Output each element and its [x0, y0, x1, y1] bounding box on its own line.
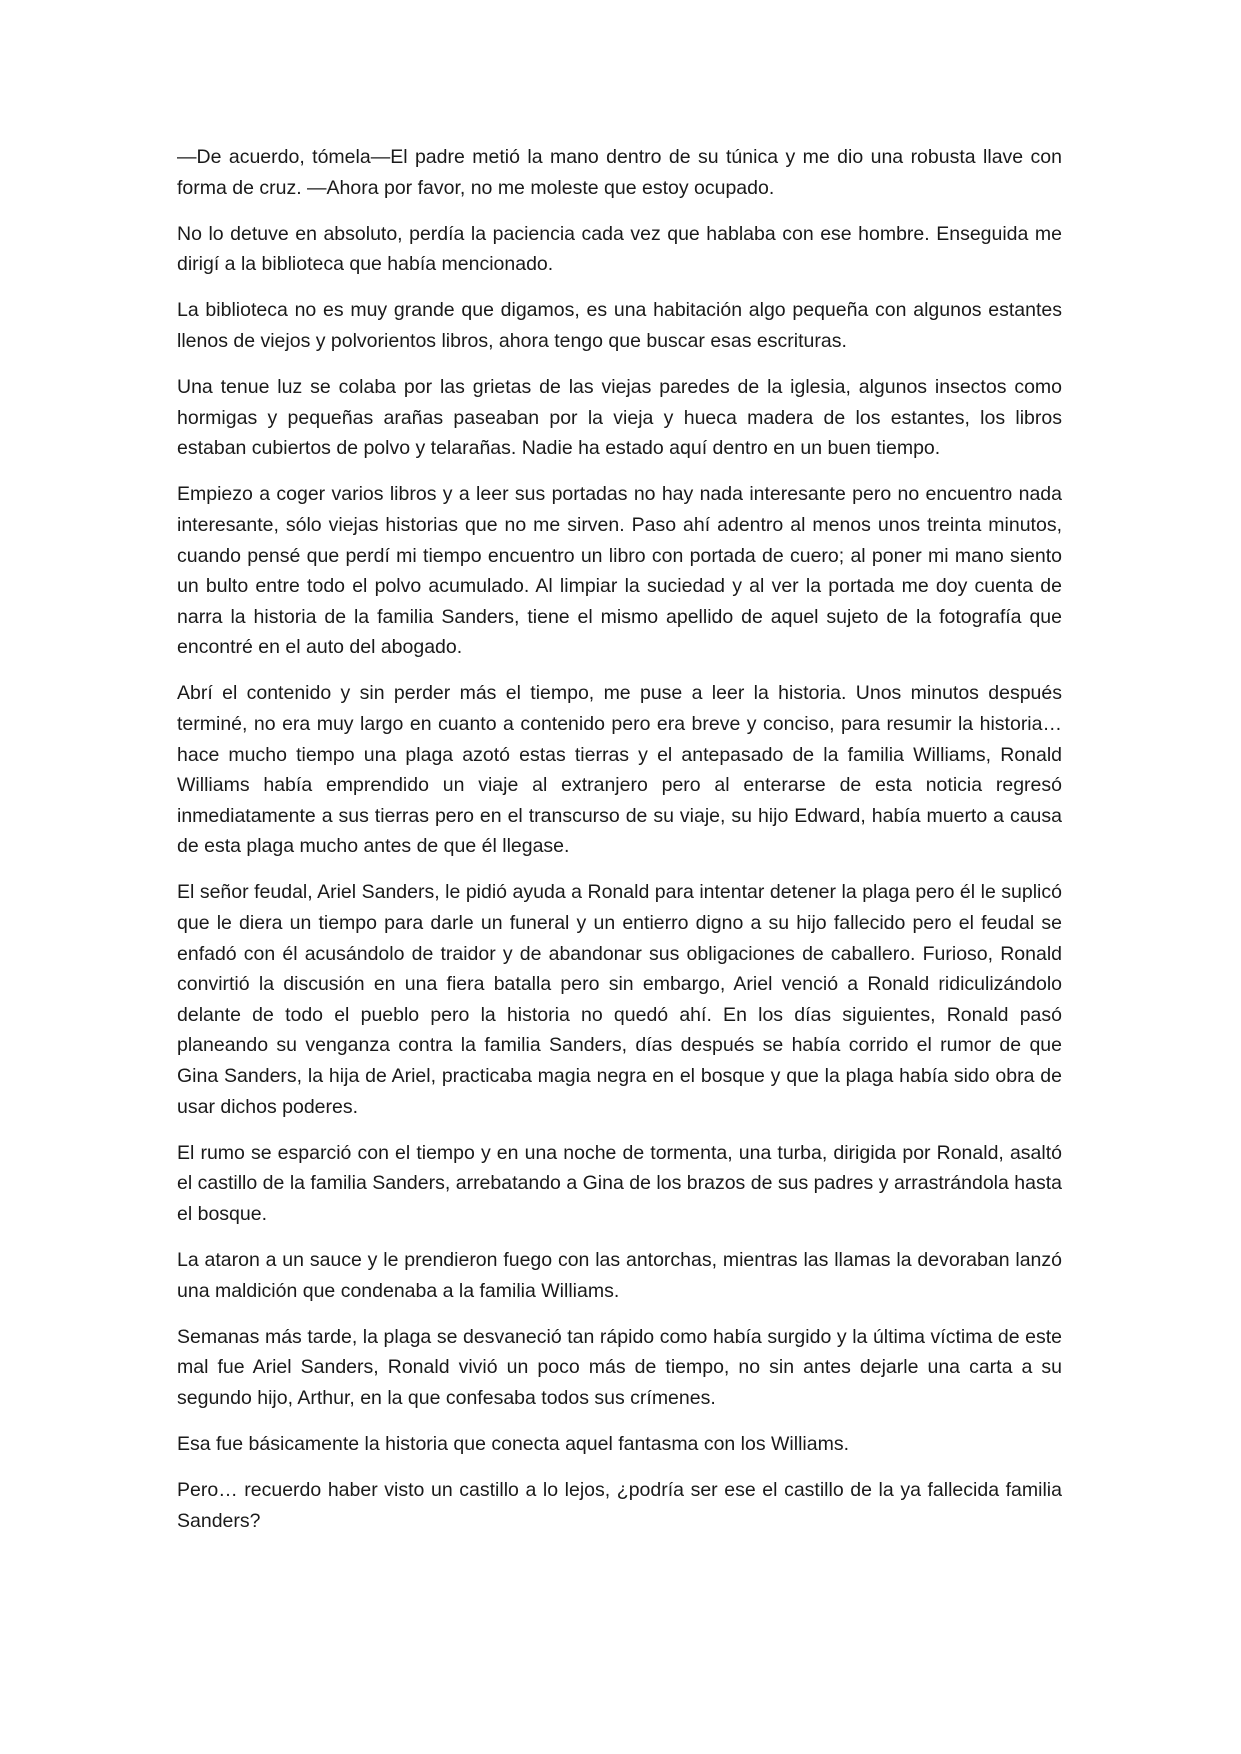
paragraph: Esa fue básicamente la historia que conecta aquel fantasma con los Williams. [177, 1432, 850, 1455]
paragraph: Semanas más tarde, la plaga se desvaneció tan rápido como había surgido y la última víctima de este mal fue Ariel Sanders, Ronald vivió un poco más de tiempo, no sin antes dejarle una carta a su segundo hijo, Arthur, en la que confesaba todos sus crímenes. [177, 1325, 1062, 1409]
paragraph: —De acuerdo, tómela—El padre metió la mano dentro de su túnica y me dio una robusta llave con forma de cruz. —Ahora por favor, no me moleste que estoy ocupado. [177, 146, 1062, 199]
paragraph: La biblioteca no es muy grande que digamos, es una habitación algo pequeña con algunos estantes llenos de viejos y polvorientos libros, ahora tengo que buscar esas escrituras. [177, 299, 1062, 352]
document-page [177, 142, 1062, 1552]
paragraph: No lo detuve en absoluto, perdía la paciencia cada vez que hablaba con ese hombre. Enseguida me dirigí a la biblioteca que había mencionado. [177, 222, 1062, 276]
paragraph: Abrí el contenido y sin perder más el tiempo, me puse a leer la historia. Unos minutos después terminé, no era muy largo en cuanto a contenido pero era breve y conciso, para resumir la historia… hace mucho tiempo una plaga azotó estas tierras y el antepasado de la familia Williams, Ronald Williams había emprendido un viaje al extranjero pero al enterarse de esta noticia regresó inmediatamente a sus tierras pero en el transcurso de su viaje, su hijo Edward, había muerto a causa de esta plaga mucho antes de que él llegase. [177, 682, 1062, 858]
paragraph: La ataron a un sauce y le prendieron fuego con las antorchas, mientras las llamas la devoraban lanzó una maldición que condenaba a la familia Williams. [177, 1249, 1062, 1302]
paragraph: El señor feudal, Ariel Sanders, le pidió ayuda a Ronald para intentar detener la plaga pero él le suplicó que le diera un tiempo para darle un funeral y un entierro digno a su hijo fallecido pero el feudal se enfadó con él acusándolo de traidor y de abandonar sus obligaciones de caballero. Furioso, Ronald convirtió la discusión en una fiera batalla pero sin embargo, Ariel venció a Ronald ridiculizándolo delante de todo el pueblo pero la historia no quedó ahí. En los días siguientes, Ronald pasó planeando su venganza contra la familia Sanders, días después se había corrido el rumor de que Gina Sanders, la hija de Ariel, practicaba magia negra en el bosque y que la plaga había sido obra de usar dichos poderes. [177, 881, 1062, 1118]
paragraph: El rumo se esparció con el tiempo y en una noche de tormenta, una turba, dirigida por Ronald, asaltó el castillo de la familia Sanders, arrebatando a Gina de los brazos de sus padres y arrastrándola hasta el bosque. [177, 1141, 1062, 1225]
paragraph: Empiezo a coger varios libros y a leer sus portadas no hay nada interesante pero no encuentro nada interesante, sólo viejas historias que no me sirven. Paso ahí adentro al menos unos treinta minutos, cuando pensé que perdí mi tiempo encuentro un libro con portada de cuero; al poner mi mano siento un bulto entre todo el polvo acumulado. Al limpiar la suciedad y al ver la portada me doy cuenta de narra la historia de la familia Sanders, tiene el mismo apellido de aquel sujeto de la fotografía que encontré en el auto del abogado. [177, 483, 1062, 659]
paragraph: Una tenue luz se colaba por las grietas de las viejas paredes de la iglesia, algunos insectos como hormigas y pequeñas arañas paseaban por la vieja y hueca madera de los estantes, los libros estaban cubiertos de polvo y telarañas. Nadie ha estado aquí dentro en un buen tiempo. [177, 376, 1062, 460]
paragraph: Pero… recuerdo haber visto un castillo a lo lejos, ¿podría ser ese el castillo de la ya fallecida familia Sanders? [177, 1479, 1062, 1532]
